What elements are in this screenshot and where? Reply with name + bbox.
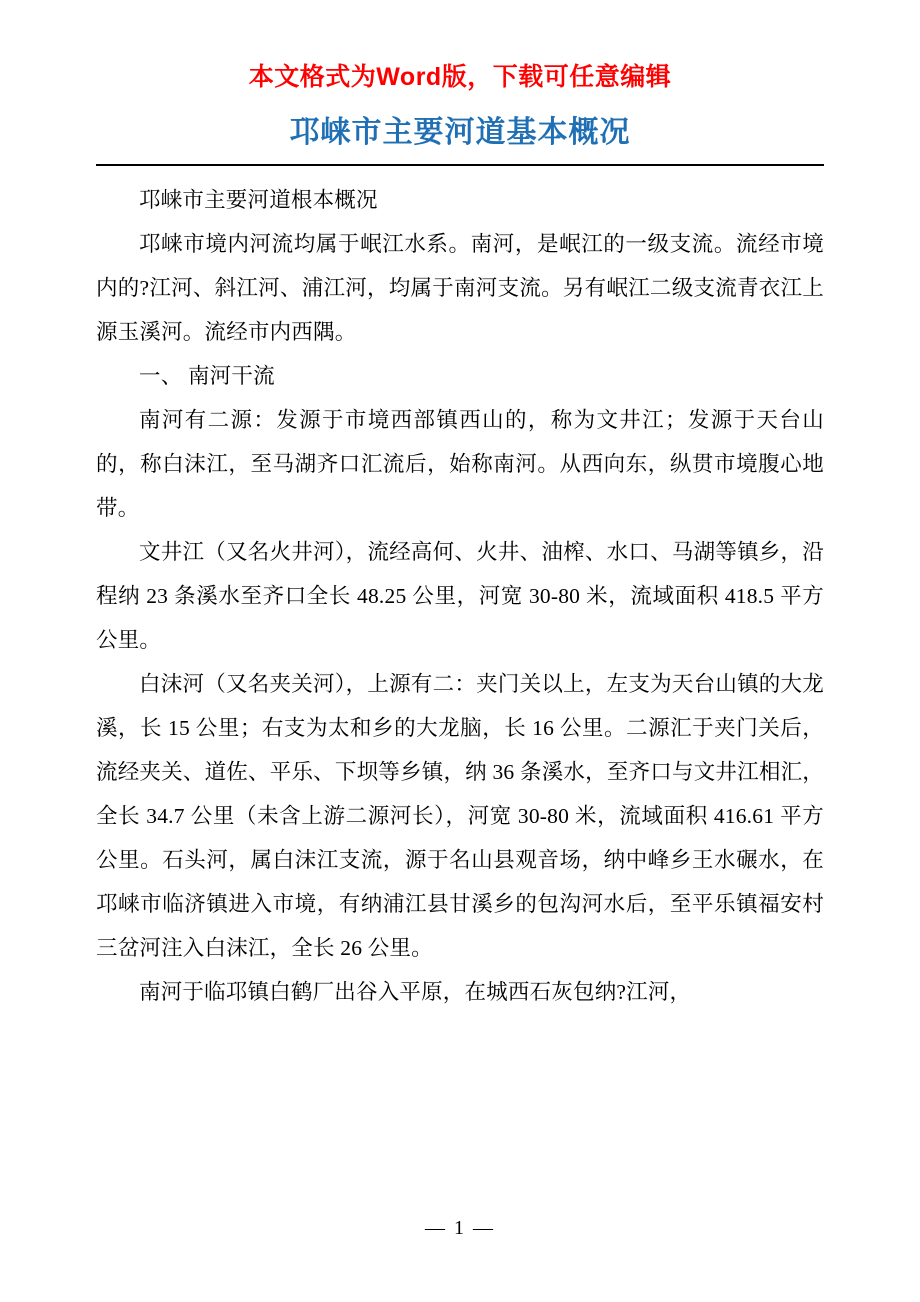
paragraph: 南河于临邛镇白鹤厂出谷入平原，在城西石灰包纳?江河，	[139, 979, 692, 1004]
paragraph: 文井江（又名火井河），流经高何、火井、油榨、水口、马湖等镇乡，沿程纳 23 条溪水至齐口全长 48.25 公里，河宽 30-80 米，流域面积 418.5 平方公里。	[96, 539, 824, 652]
paragraph: 白沫河（又名夹关河），上源有二：夹门关以上，左支为天台山镇的大龙溪，长 15 公里；右支为太和乡的大龙脑，长 16 公里。二源汇于夹门关后，流经夹关、道佐、平乐、下坝等乡镇，纳 36 条溪水，至齐口与文井江相汇，全长 34.7 公里（未含上游二源河长），河宽 30-80 米，流域面积 416.61 平方公里。石头河，属白沫江支流，源于名山县观音场，纳中峰乡王水碾水，在邛崃市临济镇进入市境，有纳浦江县甘溪乡的包沟河水后，至平乐镇福安村三岔河注入白沫江，全长 26 公里。	[96, 671, 824, 960]
word-format-banner: 本文格式为Word版，下载可任意编辑	[248, 63, 672, 91]
page-footer: — 1 —	[425, 1217, 495, 1239]
paragraph: 邛崃市境内河流均属于岷江水系。南河，是岷江的一级支流。流经市境内的?江河、斜江河、浦江河，均属于南河支流。另有岷江二级支流青衣江上源玉溪河。流经市内西隅。	[96, 231, 824, 344]
paragraph: 南河有二源：发源于市境西部镇西山的，称为文井江；发源于天台山的，称白沫江，至马湖齐口汇流后，始称南河。从西向东，纵贯市境腹心地带。	[96, 407, 824, 520]
title-divider	[96, 164, 824, 166]
page-title: 邛崃市主要河道基本概况	[289, 116, 631, 149]
paragraph: 邛崃市主要河道根本概况	[139, 187, 378, 212]
document-body	[96, 178, 824, 1014]
paragraph: 一、 南河干流	[139, 363, 275, 388]
